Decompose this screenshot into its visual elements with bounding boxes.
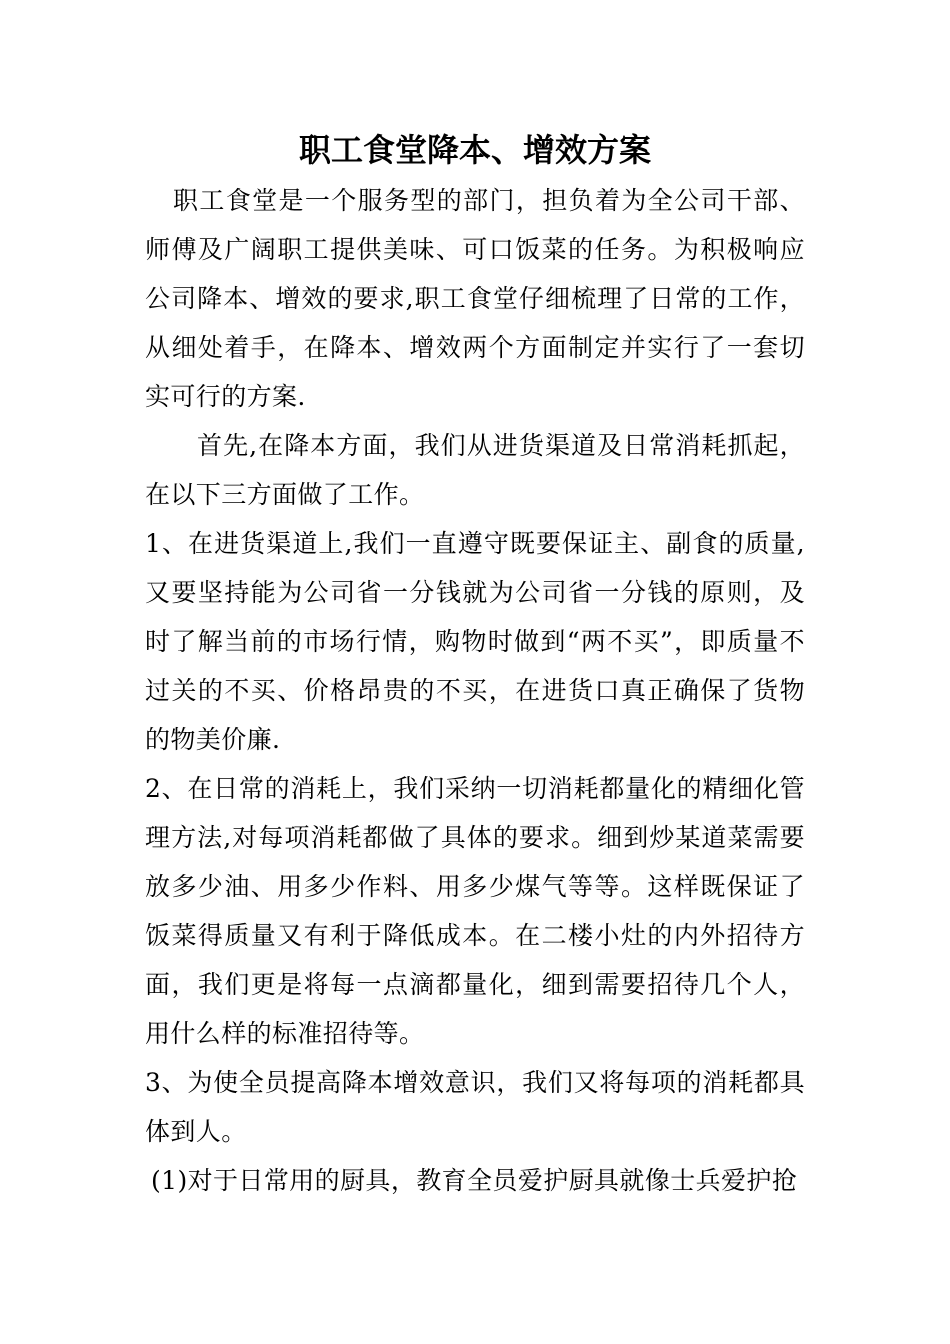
paragraph-item-2: 2、在日常的消耗上，我们采纳一切消耗都量化的精细化管理方法,对每项消耗都做了具体的要求。细到炒某道菜需要放多少油、用多少作料、用多少煤气等等。这样既保证了饭菜得质量又有利于降低成本。在二楼小灶的内外招待方面，我们更是将每一点滴都量化，细到需要招待几个人，用什么样的标准招待等。	[145, 774, 805, 1048]
paragraph-item-3: 3、为使全员提高降本增效意识，我们又将每项的消耗都具体到人。	[145, 1068, 805, 1146]
document-title: 职工食堂降本、增效方案	[298, 131, 651, 169]
paragraph-intro: 职工食堂是一个服务型的部门，担负着为全公司干部、师傅及广阔职工提供美味、可口饭菜的任务。为积极响应公司降本、增效的要求,职工食堂仔细梳理了日常的工作，从细处着手，在降本、增效两个方面制定并实行了一套切实可行的方案.	[145, 186, 805, 411]
paragraph-subitem-1: (1)对于日常用的厨具，教育全员爱护厨具就像士兵爱护抢	[151, 1166, 798, 1195]
paragraph-cost-reduction: 首先,在降本方面，我们从进货渠道及日常消耗抓起，在以下三方面做了工作。	[145, 431, 805, 509]
document-body	[145, 176, 805, 1205]
paragraph-item-1: 1、在进货渠道上,我们一直遵守既要保证主、副食的质量,又要坚持能为公司省一分钱就为公司省一分钱的原则，及时了解当前的市场行情，购物时做到“两不买”，即质量不过关的不买、价格昂贵的不买，在进货口真正确保了货物的物美价廉.	[145, 529, 805, 754]
